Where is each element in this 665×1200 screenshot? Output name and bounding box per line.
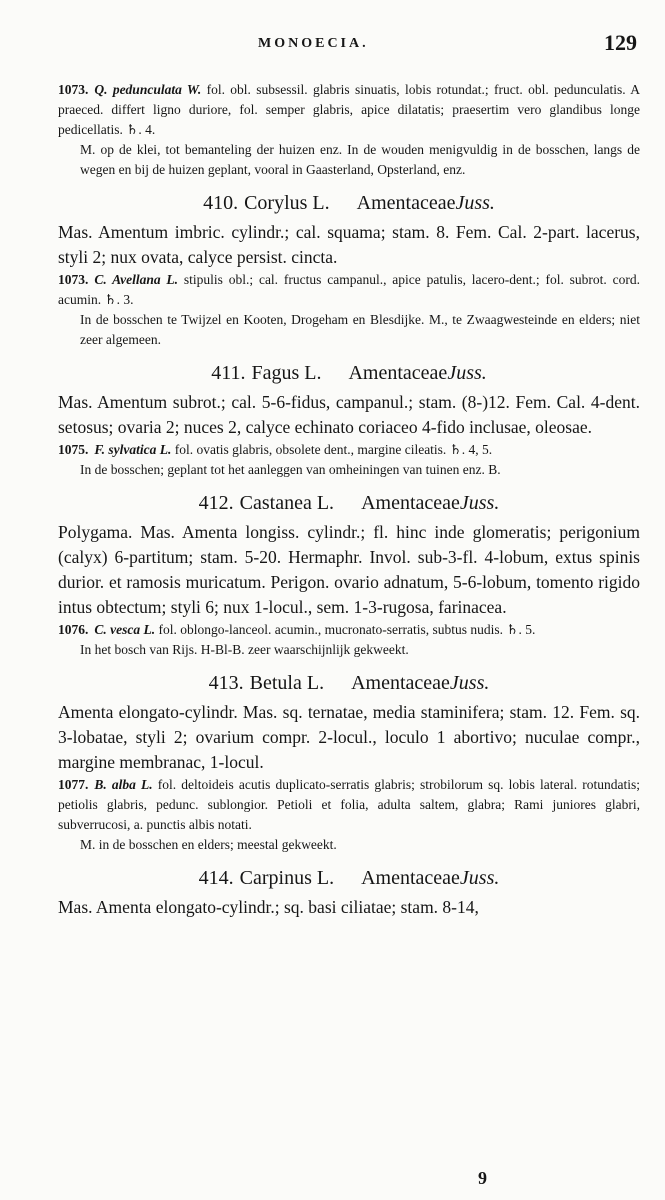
locality-note: In de bosschen te Twijzel en Kooten, Drogeham en Blesdijke. M., te Zwaagwesteinde en elders; niet zeer algemeen. [80, 312, 640, 347]
species-entry [58, 440, 640, 460]
genus-description: Mas. Amentum imbric. cylindr.; cal. squama; stam. 8. Fem. Cal. 2-part. lacerus, styli 2; nux ovata, calyce persist. cincta. [58, 222, 640, 267]
species-number: 1075. [58, 442, 89, 457]
family-authority: Juss. [459, 492, 500, 514]
genus-description: Mas. Amenta elongato-cylindr.; sq. basi ciliatae; stam. 8-14, [58, 897, 479, 917]
genus-description: Amenta elongato-cylindr. Mas. sq. ternatae, media staminifera; stam. 12. Fem. sq. 3-lobatae, styli 2; ovarium compr. 2-locul., loculo 1 abortivo; nuculae compr., margine membranac, 1-locul. [58, 702, 640, 772]
genus-name: Castanea L. [239, 492, 335, 514]
species-number: 1073. [58, 82, 89, 97]
genus-number: 414. [198, 867, 234, 889]
genus-name: Betula L. [249, 672, 325, 694]
signature-mark: 9 [478, 1168, 487, 1188]
family-authority: Juss. [459, 867, 500, 889]
species-diagnosis: fol. deltoideis acutis duplicato-serratis glabris; strobilorum sq. lobis lateral. rotundatis; petiolis glabris, pedunc. sublongior. Petioli et folia, adulta saltem, glabra; Rami juniores glabri, subverrucosi, a. punctis albis notati. [58, 777, 640, 832]
running-title: MONOECIA. [258, 36, 369, 51]
species-entry [58, 80, 640, 140]
genus-description: Mas. Amentum subrot.; cal. 5-6-fidus, campanul.; stam. (8-)12. Fem. Cal. 4-dent. setosus; ovaria 2; nuces 2, calyce echinato coriaceo 4-fido inclusae, oleosae. [58, 392, 640, 437]
species-name: F. sylvatica L. [94, 442, 172, 457]
locality-note: In het bosch van Rijs. H-Bl-B. zeer waarschijnlijk gekweekt. [80, 642, 409, 657]
genus-name: Fagus L. [251, 362, 322, 384]
locality-note: M. in de bosschen en elders; meestal gekweekt. [80, 837, 337, 852]
genus-heading [58, 360, 640, 386]
genus-heading [58, 670, 640, 696]
genus-number: 413. [208, 672, 244, 694]
family-authority: Juss. [447, 362, 487, 384]
species-entry [58, 620, 640, 640]
genus-family: Amentaceae [356, 192, 456, 214]
species-diagnosis: fol. ovatis glabris, obsolete dent., margine cileatis. ♄. 4, 5. [174, 442, 493, 457]
genus-family: Amentaceae [361, 492, 460, 514]
genus-number: 410. [203, 192, 239, 214]
page-number: 129 [604, 30, 637, 55]
genus-number: 412. [198, 492, 234, 514]
species-diagnosis: fol. oblongo-lanceol. acumin., mucronato-serratis, subtus nudis. ♄. 5. [158, 622, 536, 637]
genus-heading [58, 865, 640, 891]
locality-note: M. op de klei, tot bemanteling der huizen enz. In de wouden menigvuldig in de bosschen, langs de wegen en bij de huizen geplant, vooral in Gaasterland, Opsterland, enz. [80, 142, 640, 177]
species-name: C. vesca L. [94, 622, 156, 637]
genus-name: Carpinus L. [239, 867, 335, 889]
species-name: C. Avellana L. [94, 272, 179, 287]
genus-family: Amentaceae [361, 867, 460, 889]
species-entry [58, 270, 640, 310]
species-name: B. alba L. [94, 777, 153, 792]
genus-description: Polygama. Mas. Amenta longiss. cylindr.; fl. hinc inde glomeratis; perigonium (calyx) 6-partitum; stam. 5-20. Hermaphr. Invol. sub-3-fl. 4-lobum, extus spinis durior. et ramosis muricatum. Perigon. ovario adnatum, 5-6-lobum, tomento rigido intus obtectum; styli 6; nux 1-locul., sem. 1-3-rugosa, farinacea. [58, 522, 640, 617]
genus-name: Corylus L. [244, 192, 330, 214]
genus-heading [58, 190, 640, 216]
genus-number: 411. [211, 362, 246, 384]
species-name: Q. pedunculata W. [94, 82, 202, 97]
page-body [58, 80, 640, 920]
species-entry [58, 775, 640, 835]
genus-family: Amentaceae [351, 672, 450, 694]
species-diagnosis: fol. obl. subsessil. glabris sinuatis, lobis rotundat.; fruct. obl. pedunculatis. A praeced. differt ligno duriore, fol. semper glabris, apice dilatatis; praesertim vero glandibus longe pedicellatis. ♄. 4. [58, 82, 640, 137]
species-number: 1076. [58, 622, 89, 637]
locality-note: In de bosschen; geplant tot het aanleggen van omheiningen van tuinen enz. B. [80, 462, 501, 477]
running-head [0, 30, 665, 60]
species-number: 1077. [58, 777, 89, 792]
species-number: 1073. [58, 272, 89, 287]
species-diagnosis: stipulis obl.; cal. fructus campanul., apice patulis, lacero-dent.; fol. subrot. cord. acumin. ♄. 3. [58, 272, 640, 307]
family-authority: Juss. [455, 192, 495, 214]
family-authority: Juss. [449, 672, 490, 694]
genus-family: Amentaceae [348, 362, 448, 384]
genus-heading [58, 490, 640, 516]
